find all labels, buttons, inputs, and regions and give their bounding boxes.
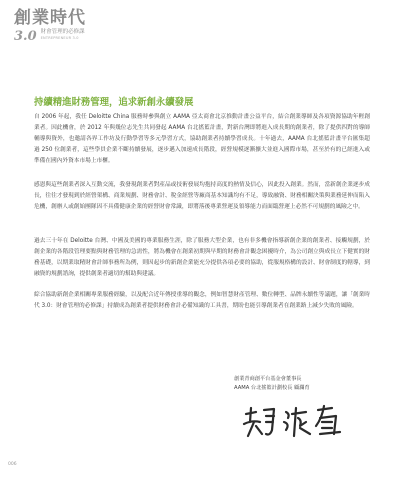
- author-title-line-2: AAMA 台北搖籃計劃校長 顧瀾育: [234, 385, 310, 391]
- book-subtitle-en: ENTREPRENEUR 3.0: [40, 36, 79, 40]
- author-title-line-1: 創業青商創平台基金會董事長: [234, 376, 302, 382]
- body-paragraph-4: 綜合協助新創企業相關專業服務經驗，以及配合近年傳授重導的觀念，例如智慧財產管理、數位轉型、品牌永續性等議題，讓「創業時代 3.0：財會管理的必修課」持續成為創業者提供財務會計必備知識的工具書，期盼也能引導創業者在創業路上減少失敗的風險。: [34, 292, 370, 310]
- body-paragraph-2: 感恩與這些創業者深入互動交流，我發現創業者對產品或技術發展均抱持高度的熱情及信心，因此投入創業。然而，當新創企業逐步成長，往往才發現到於經營架構、商業規劃、財務會計、稅金經營等廠商基本知識均有不足，導致融資、財務相關決策與業務延伸而陷入危機，創辦人或創始團隊因不具備健康企業的經營財會常識，即將落後專業營運及領導能力而面臨營運上必然不可規劃的風險之中。: [34, 182, 370, 211]
- book-subtitle: 財會管理的必修課: [40, 29, 85, 35]
- page-number: 006: [8, 462, 17, 467]
- author-credit: [234, 375, 310, 393]
- book-title: 創業時代: [14, 8, 86, 28]
- book-brand-logo: [14, 8, 86, 44]
- body-paragraph-3: 過去三十年在 Deloitte 台灣、中國及美國的專業服務生涯，除了服務大型企業，也有非多機會指導新創企業的創業者、接觸規劃，於創企業的各階段管理要點與財務管理的急需性，將為機會在創業初期與早期的財務會計觀念困擾時介，為公司創立與成長立下健實的財務基礎，以期業取精財會計師事務所為例，則因起步的新創企業能充分提供各項必要的協助，從服規格構的設計、財會制度的轄導，到融資的規劃諮詢，提供創業者適切的幫助與建議。: [34, 238, 370, 278]
- preface-headline: 持續精進財務管理，追求新創永續發展: [34, 97, 194, 108]
- handwritten-signature: [240, 400, 360, 442]
- book-version: 3.0: [14, 29, 37, 44]
- body-paragraph-1: 自 2006 年起，我任 Deloitte China 服務時參與創立 AAMA 亞太商會北京推動計畫公益平台，結合創業導師及各項資源協助年輕創業者。因此機會，於 2012 年與幾位志先生共同發起 AAMA 台北搖籃計畫，對新台灣即將進入成長期的創業者，除了提供四對的導師輔導與資外，也邀請各界工作坊及行動學習等多元學習方式，協助創業者持續學習成長。十年過去，AAMA 台北搖籃計畫平台匯集超過 250 位創業者，這些學員企業不斷持續發展，逐步邁入加速成長階段，經營規模逐漸擴大並進入國際市場，甚至於有的已經進入或準備在國內外資本市場上市櫃。: [34, 114, 370, 165]
